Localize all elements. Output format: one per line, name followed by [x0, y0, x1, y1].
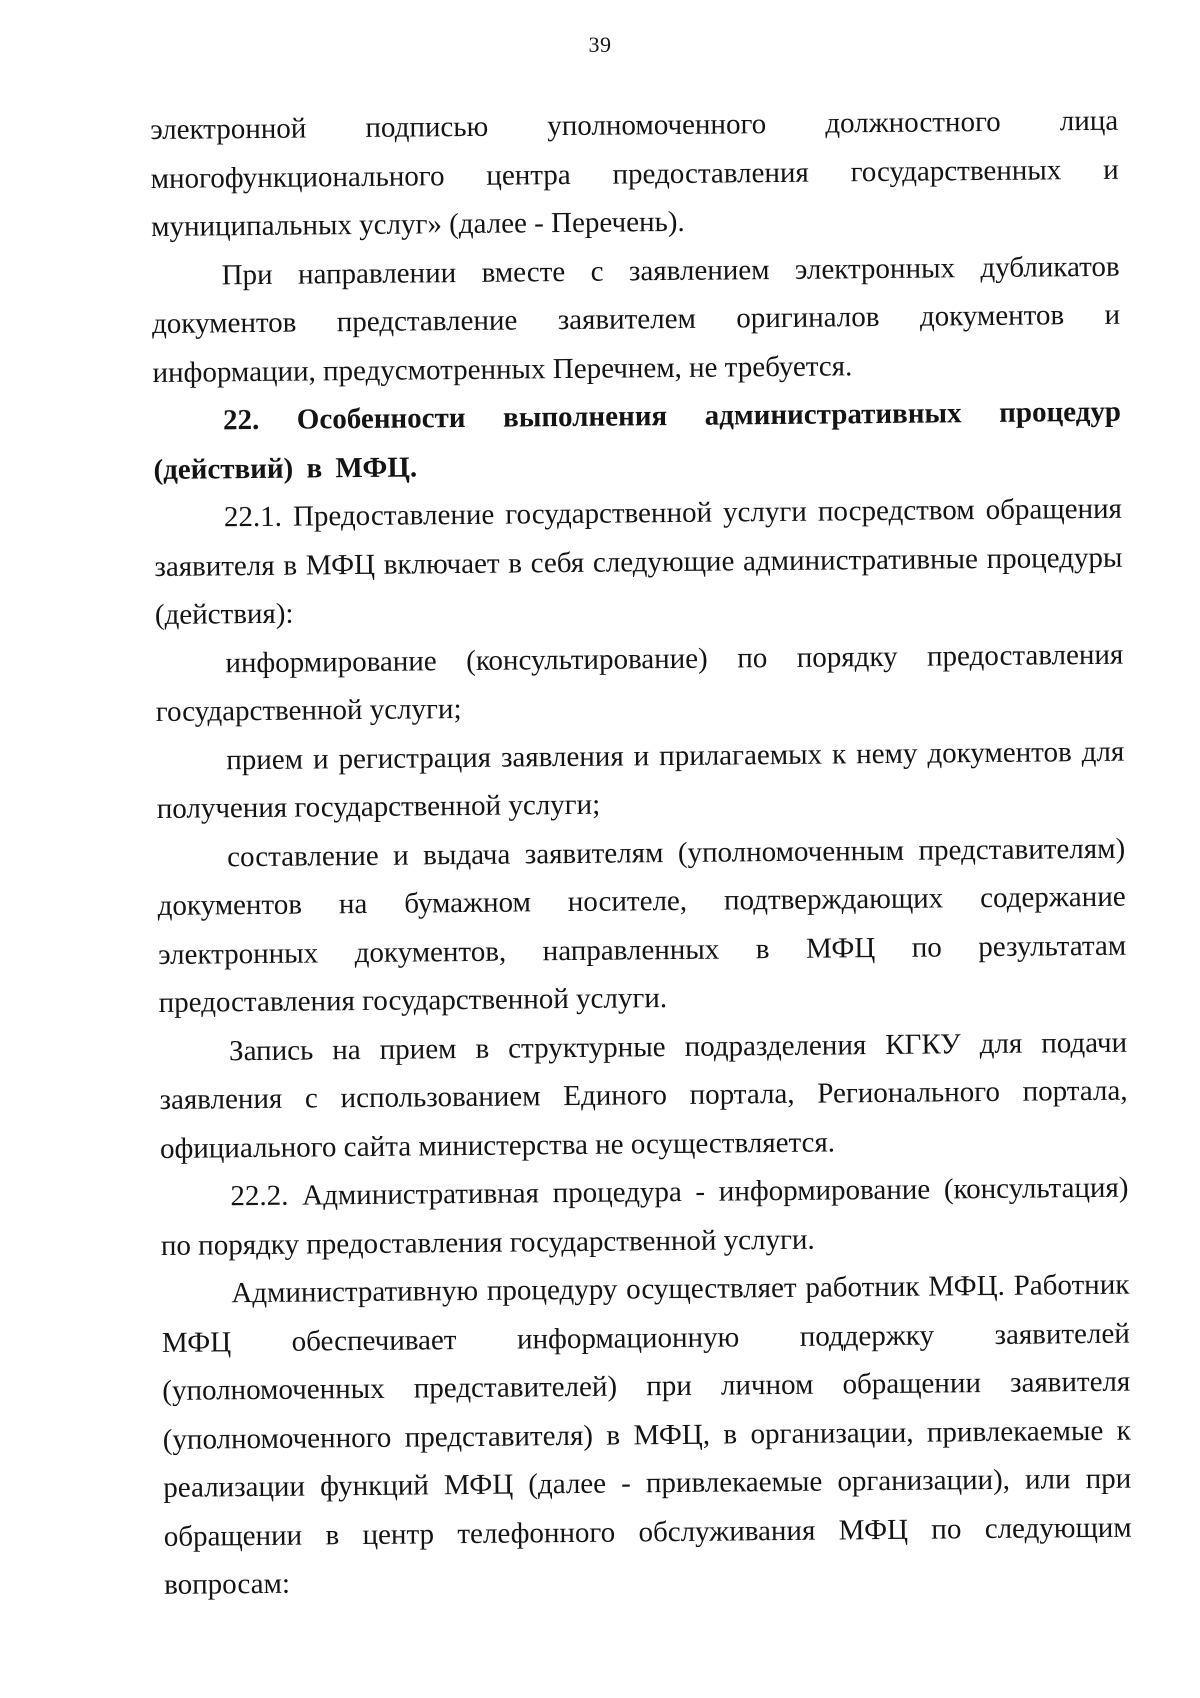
list-item-informing: информирование (консультирование) по порядку предоставления государственной услуги; [155, 638, 1124, 728]
page-number: 39 [588, 32, 612, 57]
section-title: Особенности выполнения административных процедур (действий) в МФЦ. [153, 395, 1122, 486]
paragraph-22-1: 22.1. Предоставление государственной услуги посредством обращения заявителя в МФЦ включает в себя следующие административные процедуры (действия): [154, 492, 1123, 631]
section-number: 22. [222, 403, 260, 437]
document-body [150, 97, 1132, 1610]
section-heading-22 [153, 388, 1122, 494]
paragraph-appointment: Запись на прием в структурные подразделения КГКУ для подачи заявления с использованием Единого портала, Регионального портала, официального сайта министерства не осуществляется. [159, 1026, 1128, 1165]
paragraph-continuation: электронной подписью уполномоченного должностного лица многофункционального центра предоставления государственных и муниципальных услуг» (далее - Перечень). [150, 104, 1119, 243]
list-item-issuance: составление и выдача заявителям (уполномоченным представителям) документов на бумажном носителе, подтверждающих содержание электронных документов, направленных в МФЦ по результатам предоставления государственной услуги. [157, 832, 1127, 1019]
paragraph-22-2: 22.2. Административная процедура - информирование (консультация) по порядку предоставления государственной услуги. [160, 1171, 1129, 1262]
paragraph-duplicates: При направлении вместе с заявлением электронных дубликатов документов представление заявителем оригиналов документов и информации, предусмотренных Перечнем, не требуется. [151, 250, 1121, 389]
paragraph-procedure: Административную процедуру осуществляет работник МФЦ. Работник МФЦ обеспечивает информационную поддержку заявителей (уполномоченных представителей) при личном обращении заявителя (уполномоченного представителя) в МФЦ, в организации, привлекаемые к реализации функций МФЦ (далее - привлекаемые организации), или при обращении в центр телефонного обслуживания МФЦ по следующим вопросам: [161, 1268, 1132, 1601]
list-item-reception: прием и регистрация заявления и прилагаемых к нему документов для получения государственной услуги; [156, 735, 1125, 825]
